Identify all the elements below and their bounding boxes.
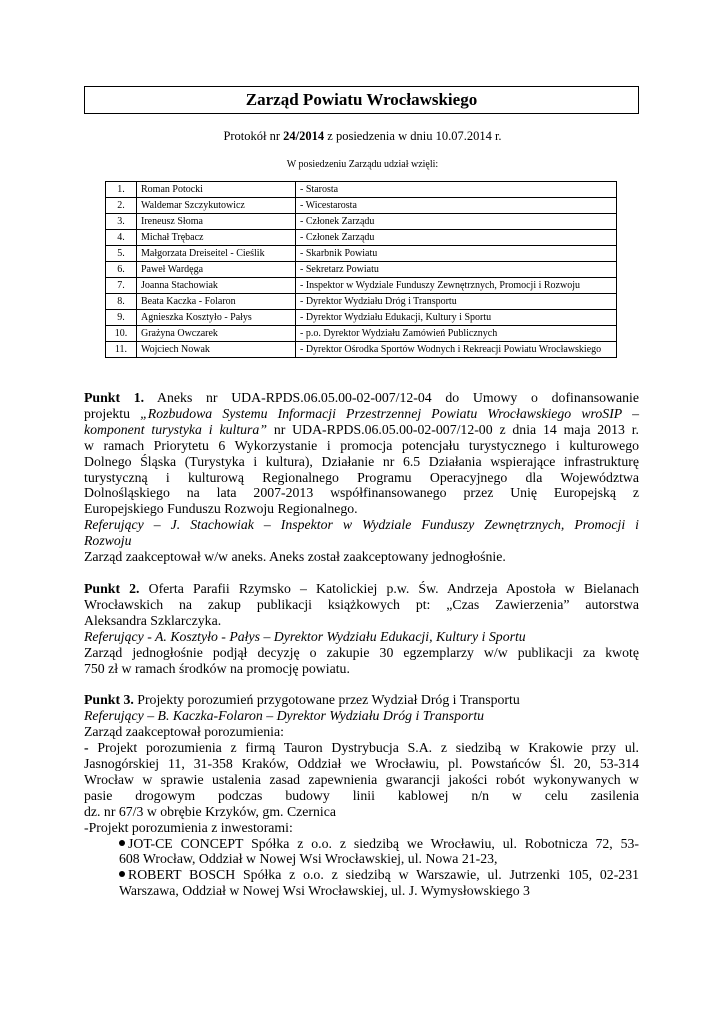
protocol-prefix: Protokół nr <box>223 129 284 143</box>
member-name: Roman Potocki <box>137 182 296 198</box>
punkt3-bullet2-line1: ROBERT BOSCH Spółka z o.o. z siedzibą w Warszawie, ul. Jutrzenki 105, 02-231 <box>84 867 639 883</box>
member-role: - Dyrektor Wydziału Edukacji, Kultury i Sportu <box>296 310 617 326</box>
punkt1-line8: Europejskiego Funduszu Rozwoju Regionalnego. <box>84 501 358 517</box>
punkt3-item2: -Projekt porozumienia z inwestorami: <box>84 819 293 835</box>
punkt1-referent: Referujący – J. Stachowiak – Inspektor w Wydziale Funduszy Zewnętrznych, Promocji i <box>84 517 639 533</box>
member-name: Agnieszka Kosztyło - Pałys <box>137 310 296 326</box>
member-number: 9. <box>106 310 137 326</box>
punkt1-decision: Zarząd zaakceptował w/w aneks. Aneks został zaakceptowany jednogłośnie. <box>84 549 506 565</box>
table-row <box>106 214 617 230</box>
punkt1-referent-cont: Rozwoju <box>84 533 132 549</box>
member-number: 8. <box>106 294 137 310</box>
punkt2-line1: Punkt 2. Oferta Parafii Rzymsko – Katolickiej p.w. Św. Andrzeja Apostoła w Bielanach <box>84 580 639 596</box>
punkt1-line6: turystyczną i kulturową Regionalnego Programu Operacyjnego dla Województwa <box>84 469 639 485</box>
member-number: 11. <box>106 342 137 358</box>
punkt3-bullet1-line1: JOT-CE CONCEPT Spółka z o.o. z siedzibą we Wrocławiu, ul. Robotnicza 72, 53- <box>84 836 639 852</box>
punkt2-decision-1: Zarząd jednogłośnie podjął decyzję o zakupie 30 egzemplarzy w/w publikacji za kwotę <box>84 644 639 660</box>
punkt1-label: Punkt 1. <box>84 390 145 405</box>
attendance-intro: W posiedzeniu Zarządu udział wzięli: <box>286 159 439 170</box>
table-row <box>106 278 617 294</box>
member-role: - Wicestarosta <box>296 198 617 214</box>
member-number: 7. <box>106 278 137 294</box>
punkt3-item1-line3: Wrocław w sprawie ustalenia zasad zapewnienia gwarancji jakości robót wykonywanych w <box>84 771 639 787</box>
member-number: 5. <box>106 246 137 262</box>
punkt3-bullet2-line2: Warszawa, Oddział w Nowej Wsi Wrocławskiej, ul. J. Wymysłowskiego 3 <box>119 883 530 899</box>
punkt3-item1-line5: dz. nr 67/3 w obrębie Krzyków, gm. Czernica <box>84 803 336 819</box>
punkt1-line5: Dolnego Śląska (Turystyka i kultura), Działanie nr 6.5 Działania wspierające infrastrukturę <box>84 453 639 469</box>
table-row <box>106 342 617 358</box>
member-name: Joanna Stachowiak <box>137 278 296 294</box>
table-row <box>106 294 617 310</box>
member-role: - Inspektor w Wydziale Funduszy Zewnętrznych, Promocji i Rozwoju <box>296 278 617 294</box>
punkt2-label: Punkt 2. <box>84 580 140 596</box>
punkt2-line2: Wrocławskich na zakup publikacji książkowych pt: „Czas Zawierzenia” autorstwa <box>84 596 639 612</box>
minutes-content <box>84 390 639 899</box>
punkt2-decision-2: 750 zł w ramach środków na promocję powiatu. <box>84 660 350 676</box>
member-number: 10. <box>106 326 137 342</box>
punkt1-line2: projektu „Rozbudowa Systemu Informacji Przestrzennej Powiatu Wrocławskiego wroSIP – <box>84 405 639 421</box>
member-role: - Członek Zarządu <box>296 230 617 246</box>
table-row <box>106 326 617 342</box>
punkt1-line3: komponent turystyka i kultura” nr UDA-RPDS.06.05.00-02-007/12-00 z dnia 14 maja 2013 r. <box>84 421 640 437</box>
member-name: Michał Trębacz <box>137 230 296 246</box>
member-number: 4. <box>106 230 137 246</box>
member-number: 2. <box>106 198 137 214</box>
punkt2-line3: Aleksandra Szklarczyka. <box>84 612 222 628</box>
punkt3-line1: Punkt 3. Projekty porozumień przygotowane przez Wydział Dróg i Transportu <box>84 692 520 708</box>
member-role: - Członek Zarządu <box>296 214 617 230</box>
members-table <box>105 181 617 358</box>
member-role: - Starosta <box>296 182 617 198</box>
bullet-icon <box>119 840 125 846</box>
punkt3-label: Punkt 3. <box>84 692 134 708</box>
member-number: 1. <box>106 182 137 198</box>
member-name: Paweł Wardęga <box>137 262 296 278</box>
member-name: Grażyna Owczarek <box>137 326 296 342</box>
table-row <box>106 182 617 198</box>
table-row <box>106 230 617 246</box>
protocol-number: 24/2014 <box>283 129 325 143</box>
punkt3-referent: Referujący – B. Kaczka-Folaron – Dyrektor Wydziału Dróg i Transportu <box>84 708 485 724</box>
punkt3-bullet1-line2: 608 Wrocław, Oddział w Nowej Wsi Wrocławskiej, ul. Nowa 21-23, <box>119 851 498 867</box>
table-row <box>106 262 617 278</box>
member-name: Waldemar Szczykutowicz <box>137 198 296 214</box>
member-role: - Sekretarz Powiatu <box>296 262 617 278</box>
punkt2-referent: Referujący - A. Kosztyło - Pałys – Dyrektor Wydziału Edukacji, Kultury i Sportu <box>84 628 526 644</box>
member-role: - Dyrektor Ośrodka Sportów Wodnych i Rekreacji Powiatu Wrocławskiego <box>296 342 617 358</box>
member-role: - p.o. Dyrektor Wydziału Zamówień Publicznych <box>296 326 617 342</box>
member-name: Małgorzata Dreiseitel - Cieślik <box>137 246 296 262</box>
document-title: Zarząd Powiatu Wrocławskiego <box>84 86 639 114</box>
punkt3-item1-line4: pasie drogowym podczas budowy linii kablowej n/n w celu zasilenia <box>84 787 639 803</box>
member-name: Wojciech Nowak <box>137 342 296 358</box>
punkt1-line1: Punkt 1. Aneks nr UDA-RPDS.06.05.00-02-007/12-04 do Umowy o dofinansowanie <box>84 390 640 405</box>
table-row <box>106 198 617 214</box>
punkt3-item1-line1: - Projekt porozumienia z firmą Tauron Dystrybucja S.A. z siedzibą w Krakowie przy ul. <box>84 740 639 756</box>
protocol-line <box>0 129 725 144</box>
member-name: Ireneusz Słoma <box>137 214 296 230</box>
bullet-icon <box>119 871 125 877</box>
member-number: 6. <box>106 262 137 278</box>
punkt1-line7: Dolnośląskiego na lata 2007-2013 współfinansowanego przez Unię Europejską z <box>84 485 639 501</box>
punkt3-accepted: Zarząd zaakceptował porozumienia: <box>84 724 284 740</box>
punkt1-line4: w ramach Priorytetu 6 Wykorzystanie i promocja potencjału turystycznego i kulturowego <box>84 437 639 453</box>
member-role: - Skarbnik Powiatu <box>296 246 617 262</box>
table-row <box>106 246 617 262</box>
member-role: - Dyrektor Wydziału Dróg i Transportu <box>296 294 617 310</box>
punkt3-item1-line2: Jasnogórskiej 11, 31-358 Kraków, Oddział we Wrocławiu, pl. Powstańców Śl. 20, 53-314 <box>84 756 639 772</box>
protocol-suffix: z posiedzenia w dniu 10.07.2014 r. <box>324 129 502 143</box>
member-number: 3. <box>106 214 137 230</box>
table-row <box>106 310 617 326</box>
member-name: Beata Kaczka - Folaron <box>137 294 296 310</box>
